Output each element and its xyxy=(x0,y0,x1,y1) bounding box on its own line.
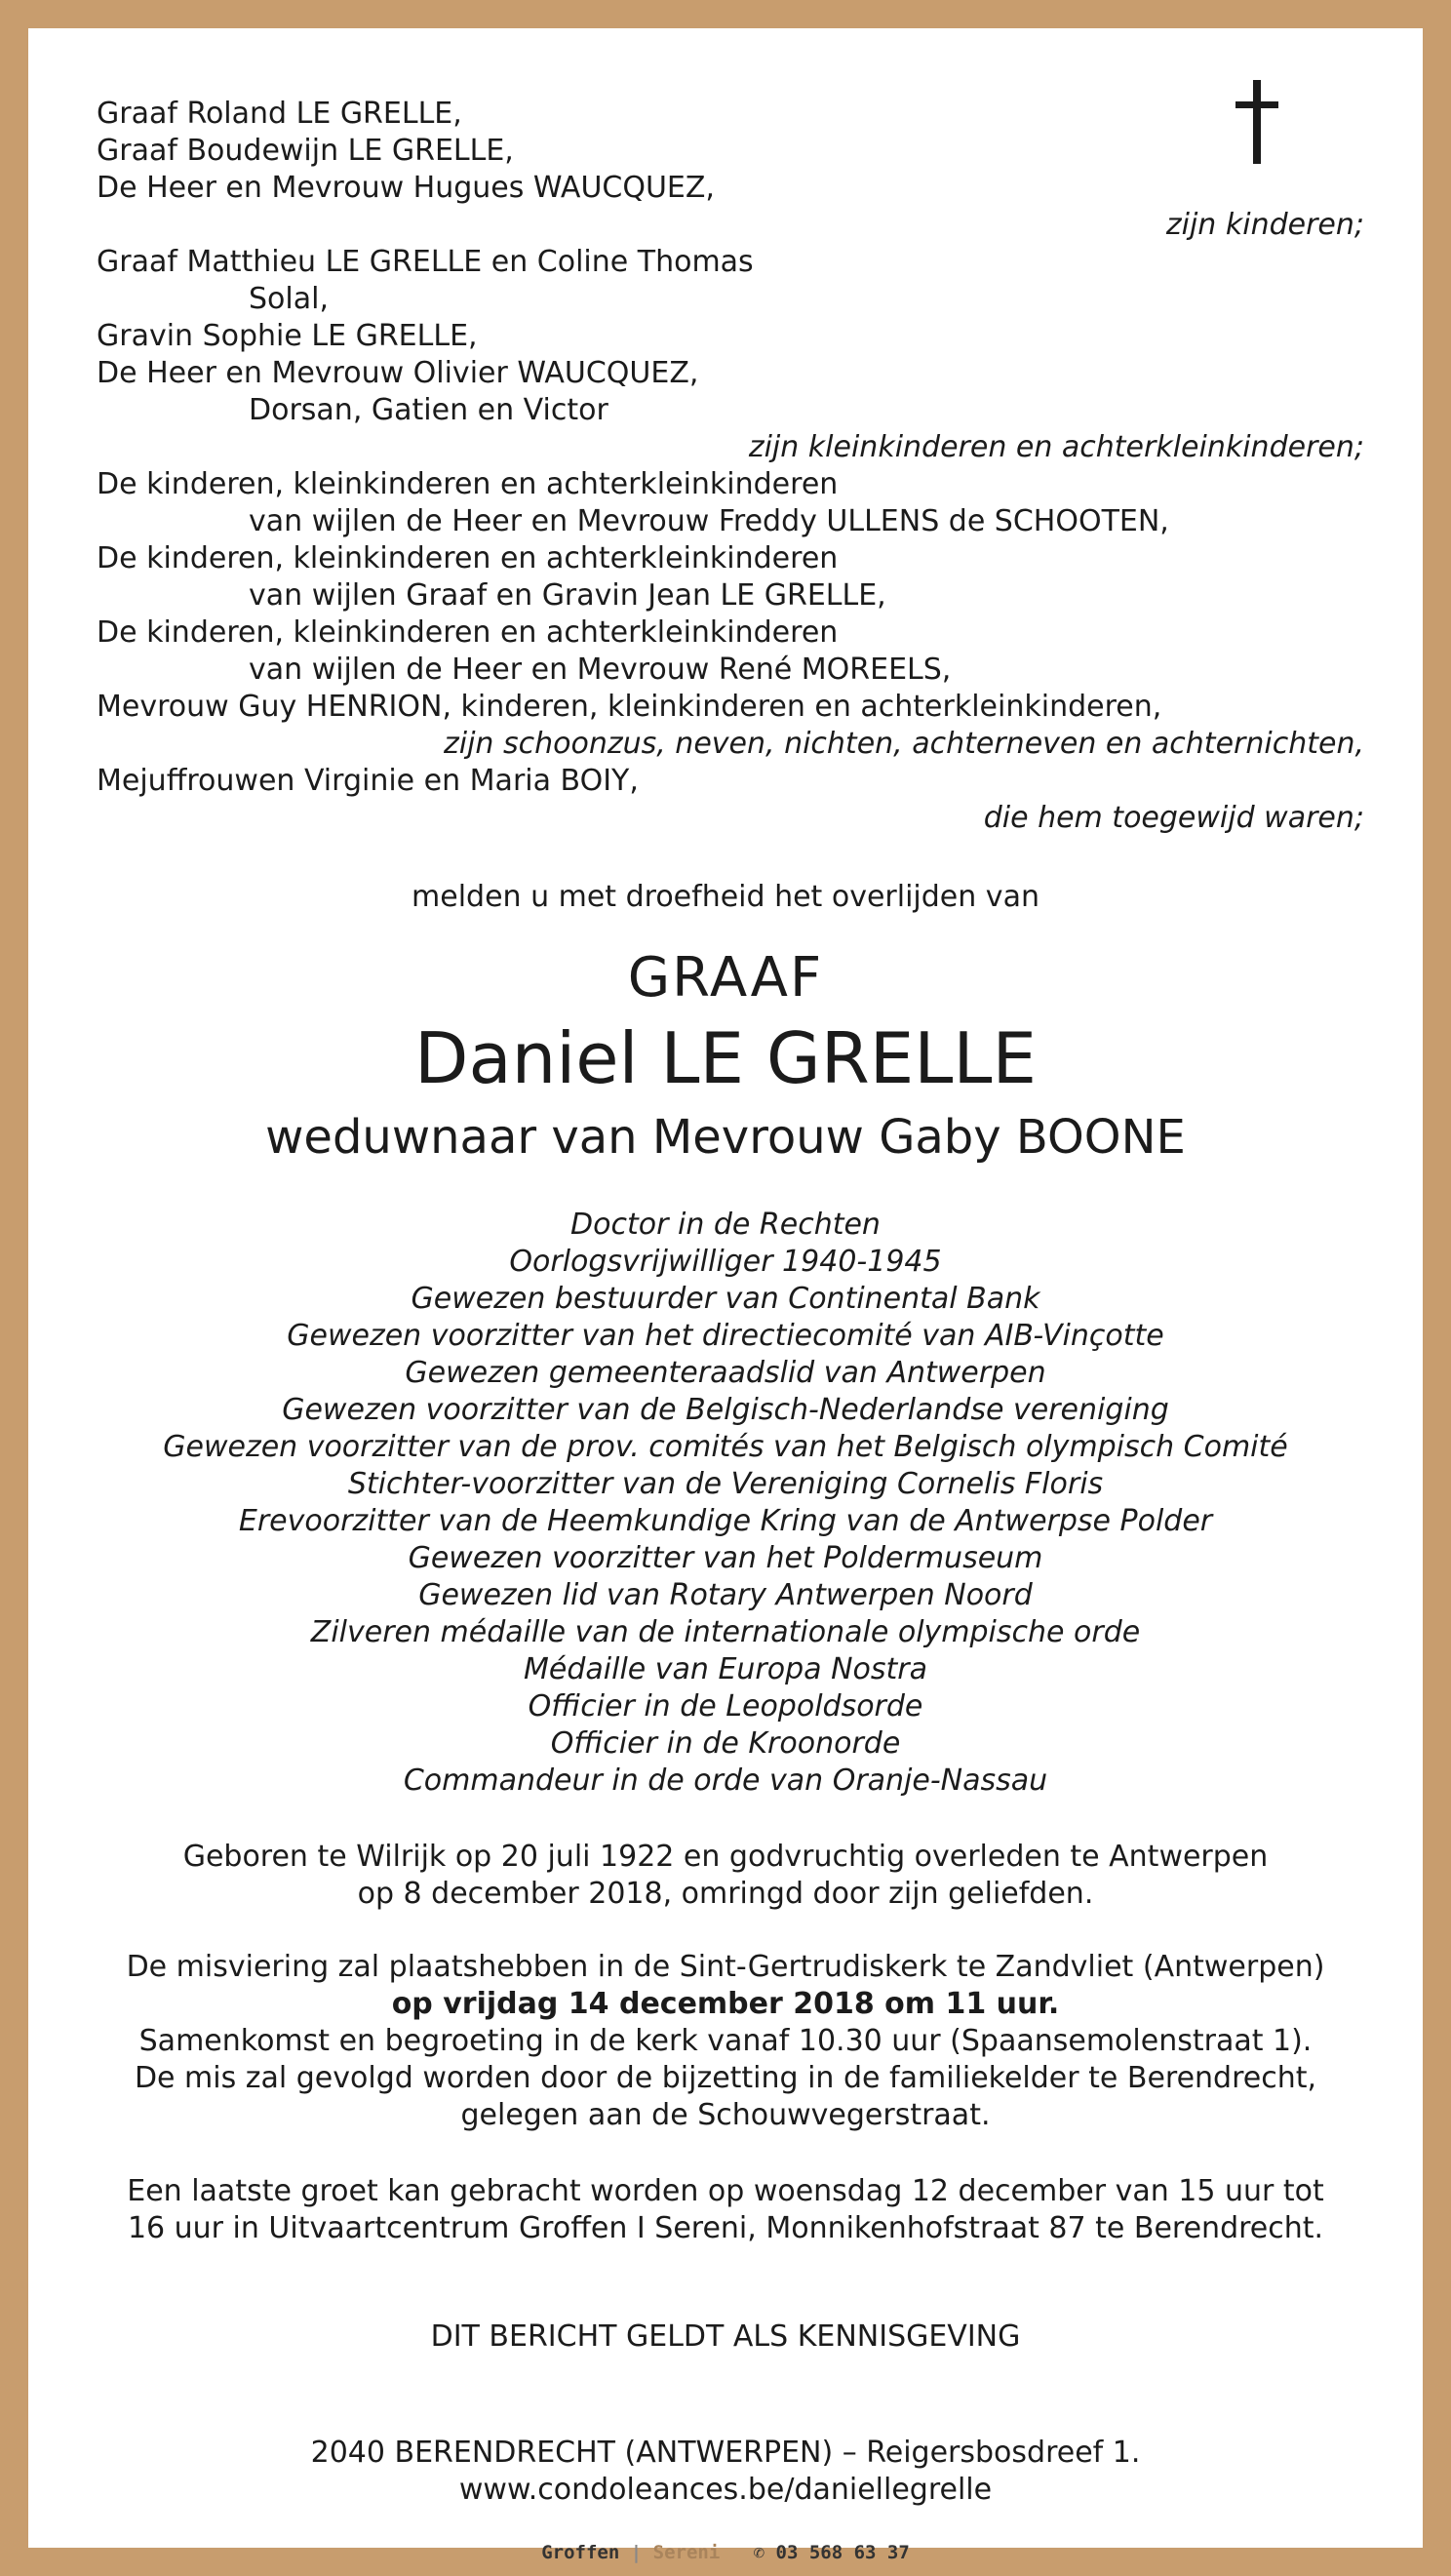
family-line: Dorsan, Gatien en Victor xyxy=(249,393,608,427)
widower-line: weduwnaar van Mevrouw Gaby BOONE xyxy=(265,1110,1186,1165)
title-item: Gewezen voorzitter van de Belgisch-Nederlandse vereniging xyxy=(282,1393,1169,1427)
family-line: van wijlen Graaf en Gravin Jean LE GRELLE, xyxy=(249,578,886,613)
address-block xyxy=(0,2435,1451,2509)
family-line: De Heer en Mevrouw Olivier WAUCQUEZ, xyxy=(97,356,699,390)
title-item: Gewezen gemeenteraadslid van Antwerpen xyxy=(405,1356,1046,1390)
birth-death-paragraph xyxy=(0,1839,1451,1913)
title-item: Officier in de Kroonorde xyxy=(550,1726,901,1761)
mass-location: De misviering zal plaatshebben in de Sint-Gertrudiskerk te Zandvliet (Antwerpen) xyxy=(126,1950,1325,1984)
birth-death-line: Geboren te Wilrijk op 20 juli 1922 en godvruchtig overleden te Antwerpen xyxy=(182,1840,1269,1874)
mass-paragraph xyxy=(0,1949,1451,2134)
title-item: Médaille van Europa Nostra xyxy=(524,1652,927,1686)
deceased-name: Daniel LE GRELLE xyxy=(414,1017,1037,1099)
title-item: Gewezen voorzitter van het Poldermuseum xyxy=(408,1541,1043,1575)
title-item: Stichter-voorzitter van de Vereniging Cornelis Floris xyxy=(347,1467,1104,1501)
funeral-home-logo xyxy=(0,2542,1451,2563)
phone-number: ✆ 03 568 63 37 xyxy=(753,2542,910,2563)
family-line: Graaf Boudewijn LE GRELLE, xyxy=(97,134,514,168)
title-item: Gewezen bestuurder van Continental Bank xyxy=(411,1282,1040,1316)
family-role-caption: zijn kleinkinderen en achterkleinkinderen; xyxy=(748,430,1364,464)
farewell-line: Een laatste groet kan gebracht worden op woensdag 12 december van 15 uur tot xyxy=(127,2174,1324,2208)
family-line: van wijlen de Heer en Mevrouw Freddy ULLENS de SCHOOTEN, xyxy=(249,504,1169,538)
family-list xyxy=(97,96,1364,837)
title-item: Officier in de Leopoldsorde xyxy=(528,1689,923,1724)
family-line: Mejuffrouwen Virginie en Maria BOIY, xyxy=(97,764,639,798)
family-line: van wijlen de Heer en Mevrouw René MOREELS, xyxy=(249,653,952,687)
farewell-paragraph xyxy=(0,2173,1451,2247)
brand-name-sereni: Sereni xyxy=(652,2542,721,2563)
family-line: Graaf Matthieu LE GRELLE en Coline Thomas xyxy=(97,245,754,279)
brand-separator: | xyxy=(630,2542,643,2563)
title-item: Gewezen lid van Rotary Antwerpen Noord xyxy=(418,1578,1033,1612)
brand-name-groffen: Groffen xyxy=(541,2542,620,2563)
deceased-rank: GRAAF xyxy=(627,946,824,1010)
birth-death-line: op 8 december 2018, omringd door zijn geliefden. xyxy=(357,1877,1094,1911)
title-item: Oorlogsvrijwilliger 1940-1945 xyxy=(509,1245,942,1279)
family-line: Mevrouw Guy HENRION, kinderen, kleinkinderen en achterkleinkinderen, xyxy=(97,690,1162,724)
condolence-link[interactable]: www.condoleances.be/daniellegrelle xyxy=(458,2473,993,2507)
title-item: Gewezen voorzitter van de prov. comités van het Belgisch olympisch Comité xyxy=(163,1430,1288,1464)
mass-burial-location: gelegen aan de Schouwvegerstraat. xyxy=(460,2098,991,2132)
family-role-caption: die hem toegewijd waren; xyxy=(983,801,1364,835)
farewell-line: 16 uur in Uitvaartcentrum Groffen I Sereni, Monnikenhofstraat 87 te Berendrecht. xyxy=(127,2211,1324,2245)
family-line: De kinderen, kleinkinderen en achterkleinkinderen xyxy=(97,541,839,575)
family-line: De kinderen, kleinkinderen en achterkleinkinderen xyxy=(97,615,839,650)
mass-burial: De mis zal gevolgd worden door de bijzetting in de familiekelder te Berendrecht, xyxy=(134,2061,1317,2095)
title-item: Doctor in de Rechten xyxy=(570,1208,881,1242)
title-item: Commandeur in de orde van Oranje-Nassau xyxy=(403,1764,1048,1798)
title-item: Gewezen voorzitter van het directiecomité van AIB-Vinçotte xyxy=(287,1319,1164,1353)
family-line: Gravin Sophie LE GRELLE, xyxy=(97,319,478,353)
mass-date: op vrijdag 14 december 2018 om 11 uur. xyxy=(391,1987,1060,2021)
title-item: Zilveren médaille van de internationale olympische orde xyxy=(310,1615,1141,1649)
family-line: De Heer en Mevrouw Hugues WAUCQUEZ, xyxy=(97,171,715,205)
titles-list xyxy=(0,1207,1451,1800)
title-item: Erevoorzitter van de Heemkundige Kring van de Antwerpse Polder xyxy=(238,1504,1213,1538)
family-role-caption: zijn kinderen; xyxy=(1165,208,1364,242)
announcement-text: melden u met droefheid het overlijden van xyxy=(412,880,1039,914)
postal-address: 2040 BERENDRECHT (ANTWERPEN) – Reigersbosdreef 1. xyxy=(310,2436,1141,2470)
family-line: Solal, xyxy=(249,282,329,316)
family-role-caption: zijn schoonzus, neven, nichten, achterneven en achternichten, xyxy=(444,727,1364,761)
family-line: De kinderen, kleinkinderen en achterkleinkinderen xyxy=(97,467,839,501)
notice-text: DIT BERICHT GELDT ALS KENNISGEVING xyxy=(430,2319,1021,2354)
family-line: Graaf Roland LE GRELLE, xyxy=(97,97,462,131)
mass-gathering: Samenkomst en begroeting in de kerk vanaf 10.30 uur (Spaansemolenstraat 1). xyxy=(138,2024,1313,2058)
